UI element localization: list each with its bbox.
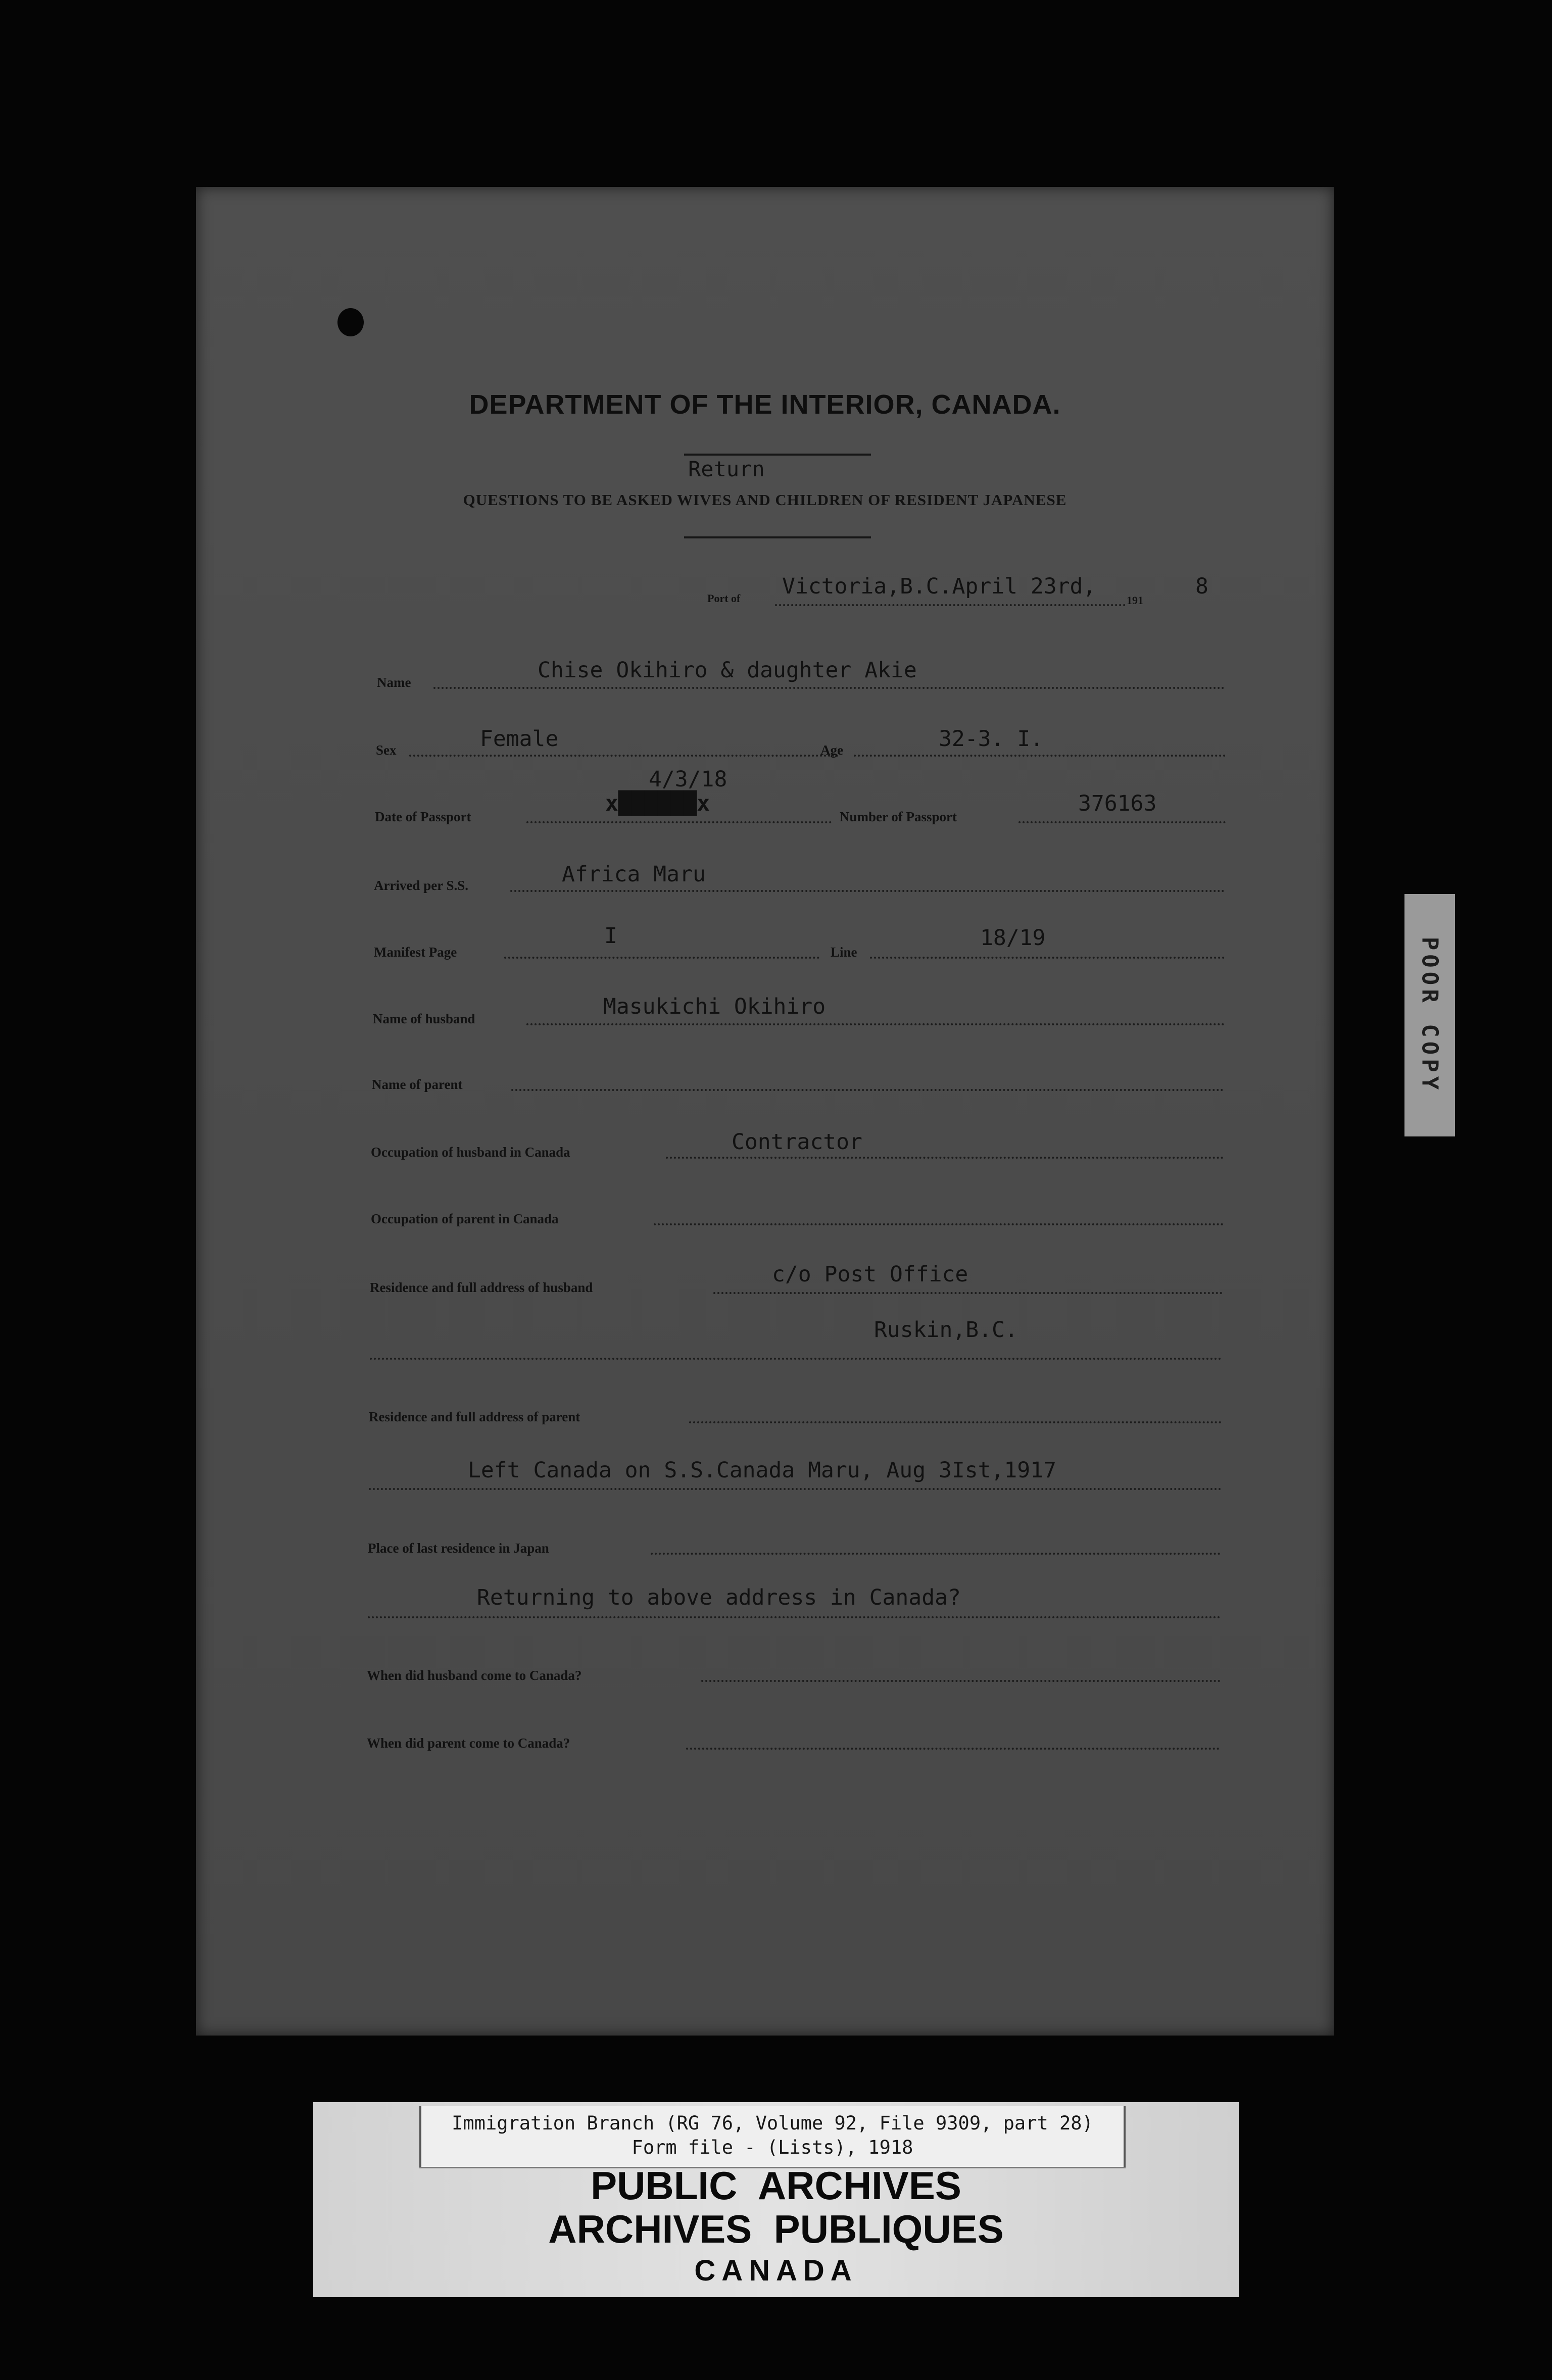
parent-residence-label: Residence and full address of parent <box>369 1409 580 1424</box>
parent-name-line <box>511 1089 1224 1091</box>
parent-residence-line2 <box>369 1488 1222 1490</box>
husband-occupation-line <box>666 1157 1224 1159</box>
return-note: Return <box>688 457 765 481</box>
husband-came-label: When did husband come to Canada? <box>367 1668 582 1683</box>
last-residence-line <box>651 1553 1221 1555</box>
archive-title-french: ARCHIVES PUBLIQUES <box>548 2207 1004 2251</box>
punch-hole <box>337 308 364 336</box>
husband-name-label: Name of husband <box>373 1011 475 1026</box>
parent-residence-note: Left Canada on S.S.Canada Maru, Aug 3Ist,1917 <box>468 1458 1056 1483</box>
husband-came-line <box>701 1680 1221 1682</box>
age-line <box>854 755 1226 757</box>
divider <box>684 536 871 538</box>
passport-date-value: 4/3/18 <box>649 767 728 792</box>
port-value: Victoria,B.C.April 23rd, <box>782 574 1096 599</box>
archive-reference-line2: Form file - (Lists), 1918 <box>632 2137 913 2158</box>
form-heading: DEPARTMENT OF THE INTERIOR, CANADA. <box>469 389 1061 420</box>
husband-residence-line2 <box>370 1358 1222 1360</box>
parent-residence-line <box>689 1421 1222 1423</box>
husband-residence-label: Residence and full address of husband <box>370 1280 593 1295</box>
passport-number-label: Number of Passport <box>840 809 957 824</box>
manifest-page-value: I <box>604 923 617 949</box>
arrived-label: Arrived per S.S. <box>374 878 468 893</box>
manifest-page-line <box>504 957 819 959</box>
passport-date-struck: x██████x <box>605 791 710 816</box>
form-subtitle: QUESTIONS TO BE ASKED WIVES AND CHILDREN OF RESIDENT JAPANESE <box>463 491 1067 509</box>
poor-copy-stamp <box>1404 894 1455 1136</box>
year-prefix: 191 <box>1127 594 1143 607</box>
stamp-text: POOR COPY <box>1417 936 1443 1094</box>
sex-value: Female <box>480 726 559 752</box>
parent-came-label: When did parent come to Canada? <box>367 1736 570 1751</box>
archive-reference-label <box>419 2106 1126 2167</box>
name-label: Name <box>377 675 411 690</box>
husband-occupation-label: Occupation of husband in Canada <box>371 1145 570 1160</box>
line-line <box>870 957 1225 959</box>
divider <box>684 454 871 456</box>
parent-came-line <box>686 1748 1220 1750</box>
line-value: 18/19 <box>980 925 1046 951</box>
husband-occupation-value: Contractor <box>732 1129 862 1155</box>
parent-occupation-line <box>654 1223 1224 1225</box>
age-label: Age <box>820 742 843 758</box>
sex-line <box>409 755 839 757</box>
archive-label-card <box>313 2102 1239 2297</box>
arrived-line <box>510 890 1225 892</box>
passport-date-line <box>526 821 832 823</box>
line-label: Line <box>831 945 857 960</box>
parent-name-label: Name of parent <box>372 1077 463 1092</box>
archive-country: CANADA <box>694 2254 858 2287</box>
husband-name-value: Masukichi Okihiro <box>603 994 826 1019</box>
manifest-page-label: Manifest Page <box>374 945 457 960</box>
husband-residence-line <box>713 1292 1223 1294</box>
sex-label: Sex <box>376 742 397 758</box>
questionnaire-form <box>196 187 1334 2036</box>
last-residence-line2 <box>368 1616 1221 1618</box>
husband-residence-value: c/o Post Office <box>772 1262 968 1287</box>
port-line <box>775 604 1126 606</box>
name-value: Chise Okihiro & daughter Akie <box>538 658 917 683</box>
husband-residence-value-line2: Ruskin,B.C. <box>874 1317 1018 1343</box>
age-value: 32-3. I. <box>939 726 1044 752</box>
passport-number-value: 376163 <box>1078 791 1157 816</box>
parent-occupation-label: Occupation of parent in Canada <box>371 1211 559 1226</box>
last-residence-label: Place of last residence in Japan <box>368 1541 549 1556</box>
port-label: Port of <box>707 592 741 605</box>
last-residence-note: Returning to above address in Canada? <box>477 1585 961 1610</box>
arrived-value: Africa Maru <box>562 862 706 887</box>
name-line <box>433 687 1225 689</box>
husband-name-line <box>526 1023 1225 1025</box>
passport-number-line <box>1019 821 1226 823</box>
archive-title-english: PUBLIC ARCHIVES <box>591 2163 961 2208</box>
passport-date-label: Date of Passport <box>375 809 471 824</box>
archive-reference-line1: Immigration Branch (RG 76, Volume 92, File 9309, part 28) <box>452 2112 1093 2134</box>
year-suffix: 8 <box>1195 574 1208 599</box>
